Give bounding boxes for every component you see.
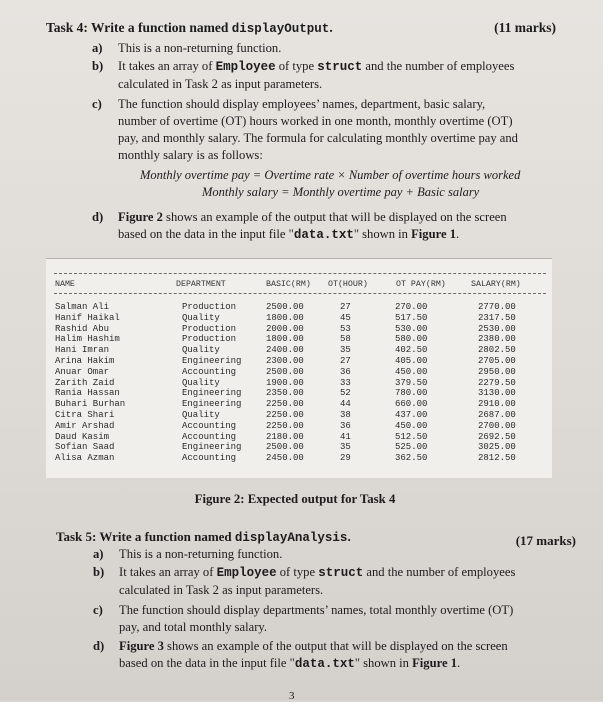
cell-basic: 2250.00 — [266, 399, 304, 410]
text-run: shows an example of the output that will be displayed on the screen — [162, 210, 507, 224]
figure-ref: Figure 2 — [118, 210, 163, 224]
cell-salary: 2950.00 — [478, 366, 516, 377]
table-row — [46, 356, 552, 367]
table-row — [46, 388, 552, 399]
text-run: and the number of employees — [362, 59, 515, 73]
cell-ot-pay: 450.00 — [395, 366, 428, 377]
cell-department: Accounting — [182, 366, 237, 377]
cell-basic: 2000.00 — [266, 323, 304, 334]
code-filename: data.txt — [294, 657, 355, 671]
cell-ot-hour: 38 — [340, 409, 351, 420]
cell-department: Quality — [182, 377, 220, 388]
table-body — [46, 302, 552, 464]
cell-ot-hour: 27 — [340, 355, 351, 366]
task5-item-c-line1: The function should display departments’ names, total monthly overtime (OT) — [119, 603, 514, 617]
table-row — [46, 367, 552, 378]
cell-ot-pay: 530.00 — [395, 323, 428, 334]
code-employee: Employee — [215, 60, 276, 74]
text-run: . — [456, 227, 460, 241]
cell-ot-hour: 45 — [340, 312, 351, 323]
cell-department: Quality — [182, 409, 220, 420]
cell-name: Buhari Burhan — [55, 399, 126, 410]
cell-ot-pay: 402.50 — [395, 345, 428, 356]
cell-name: Hani Imran — [55, 345, 110, 356]
cell-basic: 1800.00 — [266, 334, 304, 345]
cell-basic: 1800.00 — [266, 312, 304, 323]
cell-department: Accounting — [182, 420, 237, 431]
cell-name: Halim Hashim — [55, 334, 120, 345]
task5-item-b-label: b) — [93, 565, 105, 579]
cell-ot-hour: 44 — [340, 399, 351, 410]
cell-salary: 2770.00 — [478, 302, 516, 312]
cell-ot-hour: 36 — [340, 420, 351, 431]
task5-title-suffix: . — [347, 529, 351, 544]
cell-salary: 2812.50 — [478, 453, 516, 464]
task4-item-d-line1 — [118, 209, 558, 226]
cell-name: Arina Hakim — [55, 355, 115, 366]
table-row — [46, 378, 552, 389]
text-run: " shown in — [354, 656, 413, 670]
cell-name: Zarith Zaid — [55, 377, 115, 388]
cell-salary: 2317.50 — [478, 312, 516, 323]
text-run: based on the data in the input file " — [118, 227, 294, 241]
task4-item-d-label: d) — [92, 210, 104, 224]
task4-item-c-line: The function should display employees’ names, department, basic salary, — [118, 97, 486, 111]
task5-function-name: displayAnalysis — [234, 531, 348, 545]
cell-name: Amir Arshad — [55, 420, 115, 431]
cell-ot-pay: 780.00 — [395, 388, 428, 399]
cell-salary: 3130.00 — [478, 388, 516, 399]
cell-department: Accounting — [182, 453, 237, 464]
col-header-basic: BASIC(RM) — [266, 280, 311, 289]
divider — [54, 273, 546, 274]
cell-basic: 2500.00 — [266, 442, 304, 453]
cell-basic: 2250.00 — [266, 420, 304, 431]
table-row — [46, 313, 552, 324]
task5-item-b — [93, 564, 579, 599]
figure2-console-output — [46, 258, 552, 478]
text-run: of type — [276, 565, 319, 579]
col-header-department: DEPARTMENT — [176, 280, 226, 289]
cell-ot-pay: 270.00 — [395, 302, 428, 312]
cell-ot-hour: 35 — [340, 345, 351, 356]
cell-department: Engineering — [182, 442, 242, 453]
task5-marks: (17 marks) — [515, 533, 576, 548]
task4-item-c-line: pay, and monthly salary. The formula for calculating monthly overtime pay and — [118, 131, 518, 145]
cell-name: Rashid Abu — [55, 323, 110, 334]
task4-item-a-label: a) — [92, 41, 103, 55]
cell-salary: 2687.00 — [478, 409, 516, 420]
figure-ref: Figure 1 — [412, 656, 457, 670]
task5-item-b-line1 — [119, 564, 579, 582]
cell-department: Production — [182, 323, 237, 334]
cell-basic: 2350.00 — [266, 388, 304, 399]
cell-department: Production — [182, 302, 237, 312]
task5-title-prefix: Task 5: Write a function named — [56, 529, 235, 544]
cell-basic: 2500.00 — [266, 302, 304, 312]
cell-department: Quality — [182, 345, 220, 356]
cell-salary: 2910.00 — [478, 399, 516, 410]
cell-salary: 2692.50 — [478, 431, 516, 442]
task4-item-a — [92, 40, 282, 57]
cell-department: Quality — [182, 312, 220, 323]
cell-name: Daud Kasim — [55, 431, 110, 442]
col-header-salary: SALARY(RM) — [471, 280, 521, 289]
task5-item-b-line2: calculated in Task 2 as input parameters. — [119, 583, 324, 597]
cell-basic: 2450.00 — [266, 453, 304, 464]
cell-basic: 1900.00 — [266, 377, 304, 388]
cell-basic: 2500.00 — [266, 366, 304, 377]
figure2-caption: Figure 2: Expected output for Task 4 — [194, 492, 396, 506]
cell-ot-hour: 58 — [340, 334, 351, 345]
cell-department: Accounting — [182, 431, 237, 442]
task4-item-c-label: c) — [92, 97, 102, 111]
table-row — [46, 421, 552, 432]
cell-ot-pay: 660.00 — [395, 399, 428, 410]
cell-ot-pay: 512.50 — [395, 431, 428, 442]
col-header-ot-hour: OT(HOUR) — [328, 280, 368, 289]
table-row — [46, 453, 552, 464]
code-filename: data.txt — [293, 228, 354, 242]
task4-item-c-line: monthly salary is as follows: — [118, 148, 263, 162]
table-row — [46, 399, 552, 410]
text-run: and the number of employees — [363, 565, 516, 579]
col-header-name: NAME — [55, 280, 75, 289]
cell-name: Sofian Saad — [55, 442, 115, 453]
cell-department: Engineering — [182, 388, 242, 399]
cell-basic: 2250.00 — [266, 409, 304, 420]
cell-salary: 2279.50 — [478, 377, 516, 388]
task5-item-d-label: d) — [93, 639, 105, 653]
divider — [54, 293, 546, 294]
figure-ref: Figure 3 — [119, 639, 164, 653]
task4-item-b — [92, 58, 558, 93]
cell-salary: 3025.00 — [478, 442, 516, 453]
task4-item-d — [92, 209, 558, 244]
table-row — [46, 324, 552, 335]
task5-item-c-label: c) — [93, 603, 103, 617]
figure-ref: Figure 1 — [411, 227, 456, 241]
cell-name: Anuar Omar — [55, 366, 110, 377]
task4-item-b-line1 — [118, 58, 558, 76]
table-row — [46, 345, 552, 356]
task5-item-d-line1 — [119, 638, 579, 655]
formula-overtime-pay: Monthly overtime pay = Overtime rate × Number of overtime hours worked — [140, 168, 521, 182]
table-row — [46, 334, 552, 345]
table-row — [46, 442, 552, 453]
task5-heading — [56, 529, 576, 548]
cell-salary: 2700.00 — [478, 420, 516, 431]
cell-basic: 2400.00 — [266, 345, 304, 356]
text-run: It takes an array of — [118, 59, 216, 73]
code-struct: struct — [318, 566, 364, 580]
text-run: . — [457, 656, 461, 670]
code-employee: Employee — [216, 566, 277, 580]
task4-item-c-line: number of overtime (OT) hours worked in one month, monthly overtime (OT) — [118, 114, 513, 128]
task5-item-a-label: a) — [93, 547, 104, 561]
table-row — [46, 410, 552, 421]
table-row — [46, 432, 552, 443]
cell-ot-pay: 580.00 — [395, 334, 428, 345]
cell-ot-pay: 405.00 — [395, 355, 428, 366]
task4-item-a-text: This is a non-returning function. — [118, 41, 282, 55]
cell-name: Salman Ali — [55, 302, 110, 312]
cell-ot-pay: 450.00 — [395, 420, 428, 431]
cell-basic: 2180.00 — [266, 431, 304, 442]
task4-item-b-line2: calculated in Task 2 as input parameters. — [118, 77, 323, 91]
cell-name: Alisa Azman — [55, 453, 115, 464]
cell-department: Engineering — [182, 399, 242, 410]
text-run: shows an example of the output that will be displayed on the screen — [163, 639, 508, 653]
task4-item-b-label: b) — [92, 59, 104, 73]
text-run: based on the data in the input file " — [119, 656, 295, 670]
cell-ot-hour: 27 — [340, 302, 351, 312]
task5-item-d — [93, 638, 579, 673]
task4-title-prefix: Task 4: Write a function named — [46, 20, 232, 35]
cell-ot-hour: 36 — [340, 366, 351, 377]
task4-item-c — [92, 96, 558, 164]
text-run: of type — [275, 59, 318, 73]
cell-basic: 2300.00 — [266, 355, 304, 366]
cell-name: Citra Shari — [55, 409, 115, 420]
task4-heading — [46, 20, 556, 36]
cell-ot-pay: 517.50 — [395, 312, 428, 323]
task4-title-suffix: . — [329, 20, 333, 35]
cell-ot-hour: 29 — [340, 453, 351, 464]
cell-name: Hanif Haikal — [55, 312, 120, 323]
cell-ot-hour: 33 — [340, 377, 351, 388]
cell-salary: 2380.00 — [478, 334, 516, 345]
task4-marks: (11 marks) — [494, 20, 556, 35]
code-struct: struct — [317, 60, 363, 74]
text-run: It takes an array of — [119, 565, 217, 579]
task5-item-c — [93, 602, 579, 636]
cell-ot-hour: 52 — [340, 388, 351, 399]
cell-salary: 2705.00 — [478, 355, 516, 366]
cell-salary: 2802.50 — [478, 345, 516, 356]
col-header-ot-pay: OT PAY(RM) — [396, 280, 446, 289]
text-run: " shown in — [353, 227, 412, 241]
table-row — [46, 302, 552, 313]
task5-item-a — [93, 546, 283, 563]
cell-ot-hour: 41 — [340, 431, 351, 442]
cell-ot-pay: 379.50 — [395, 377, 428, 388]
page-number: 3 — [289, 690, 295, 702]
cell-department: Engineering — [182, 355, 242, 366]
cell-department: Production — [182, 334, 237, 345]
cell-name: Rania Hassan — [55, 388, 120, 399]
task5-item-d-line2 — [119, 655, 579, 673]
task5-item-c-line2: pay, and total monthly salary. — [119, 620, 268, 634]
formula-monthly-salary: Monthly salary = Monthly overtime pay + Basic salary — [202, 185, 480, 199]
cell-ot-pay: 437.00 — [395, 409, 428, 420]
cell-ot-hour: 53 — [340, 323, 351, 334]
task5-item-a-text: This is a non-returning function. — [119, 547, 283, 561]
task4-item-d-line2 — [118, 226, 558, 244]
cell-ot-hour: 35 — [340, 442, 351, 453]
cell-ot-pay: 525.00 — [395, 442, 428, 453]
task4-function-name: displayOutput — [231, 22, 330, 36]
cell-salary: 2530.00 — [478, 323, 516, 334]
cell-ot-pay: 362.50 — [395, 453, 428, 464]
